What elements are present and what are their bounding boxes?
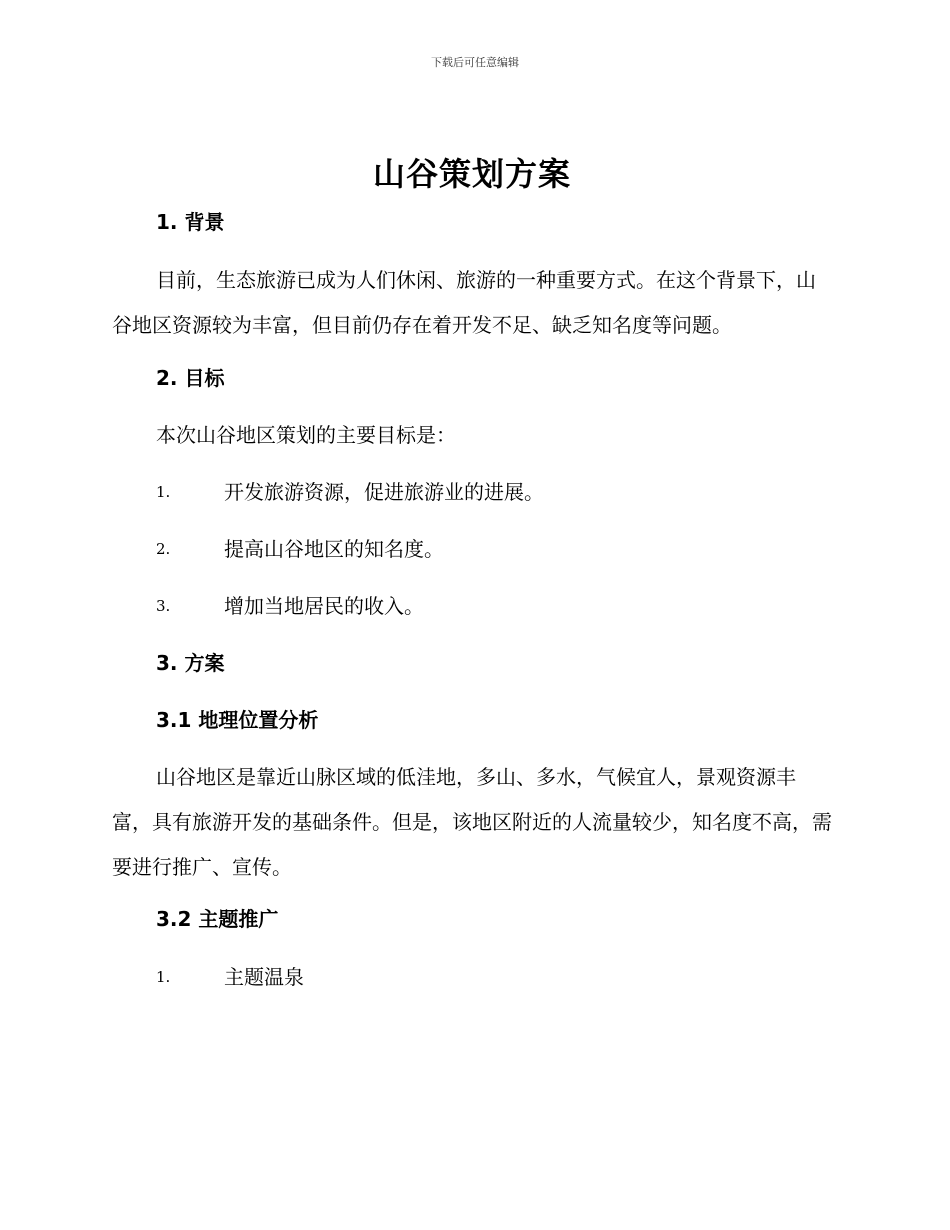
list-text: 提高山谷地区的知名度。	[224, 537, 444, 561]
document-title: 山谷策划方案	[372, 155, 571, 193]
list-item	[112, 590, 832, 622]
list-text: 增加当地居民的收入。	[224, 594, 424, 618]
section-heading-background: 1. 背景	[156, 210, 225, 234]
list-number: 1.	[156, 968, 171, 986]
list-text: 开发旅游资源，促进旅游业的进展。	[224, 480, 544, 504]
list-number: 3.	[156, 597, 171, 615]
list-item	[112, 961, 832, 993]
background-paragraph: 目前，生态旅游已成为人们休闲、旅游的一种重要方式。在这个背景下，山谷地区资源较为丰富，但目前仍存在着开发不足、缺乏知名度等问题。	[112, 268, 816, 337]
list-number: 1.	[156, 483, 171, 501]
section-heading-location: 3.1 地理位置分析	[156, 708, 319, 732]
list-item	[112, 476, 832, 508]
section-heading-plan: 3. 方案	[156, 651, 225, 675]
list-number: 2.	[156, 540, 171, 558]
header-note: 下载后可任意编辑	[431, 56, 519, 69]
list-item	[112, 533, 832, 565]
document-content	[112, 150, 832, 993]
location-paragraph: 山谷地区是靠近山脉区域的低洼地，多山、多水，气候宜人，景观资源丰富，具有旅游开发的基础条件。但是，该地区附近的人流量较少，知名度不高，需要进行推广、宣传。	[112, 765, 832, 879]
list-text: 主题温泉	[224, 965, 304, 989]
goals-intro: 本次山谷地区策划的主要目标是：	[156, 423, 456, 447]
section-heading-goals: 2. 目标	[156, 366, 225, 390]
section-heading-theme: 3.2 主题推广	[156, 907, 279, 931]
